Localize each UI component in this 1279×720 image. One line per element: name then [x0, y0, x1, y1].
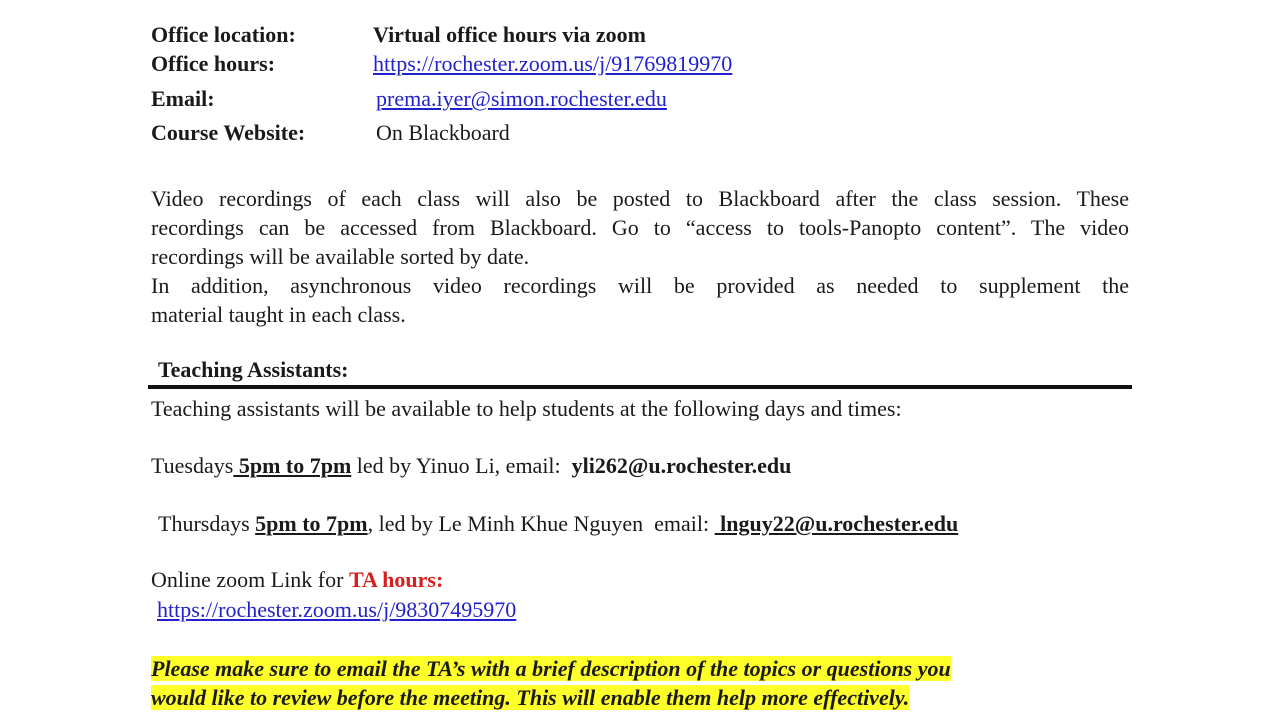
ta-heading: Teaching Assistants: [158, 357, 349, 382]
thursday-day: Thursdays [158, 511, 256, 536]
thursday-email: lnguy22@u.rochester.edu [714, 511, 959, 536]
recordings-line-1: Video recordings of each class will also be posted to Blackboard after the class session. These [151, 186, 1129, 211]
online-zoom-line [151, 567, 443, 593]
recordings-line-4: In addition, asynchronous video recordings will be provided as needed to supplement the [151, 273, 1129, 298]
online-zoom-prefix: Online zoom Link for [151, 567, 349, 592]
tuesday-email: yli262@u.rochester.edu [571, 453, 792, 478]
ta-note-text-2: would like to review before the meeting. This will enable them help more effectively. [151, 685, 910, 710]
thursday-led-by: , led by Le Minh Khue Nguyen email: [367, 511, 715, 536]
recordings-line-3: recordings will be available sorted by date. [151, 244, 530, 269]
recordings-line-2: recordings can be accessed from Blackboard. Go to “access to tools-Panopto content”. The video [151, 215, 1129, 240]
email-link[interactable]: prema.iyer@simon.rochester.edu [376, 86, 667, 111]
tuesday-led-by: led by Yinuo Li, email: [351, 453, 572, 478]
course-website-value: On Blackboard [376, 120, 510, 145]
tuesday-time: 5pm to 7pm [233, 453, 352, 478]
recordings-line-5: material taught in each class. [151, 302, 406, 327]
ta-intro: Teaching assistants will be available to help students at the following days and times: [151, 396, 902, 421]
thursday-time: 5pm to 7pm [255, 511, 368, 536]
thursday-line [158, 511, 958, 537]
ta-note-line-1 [151, 654, 951, 683]
email-label: Email: [151, 86, 215, 111]
ta-note-text-1: Please make sure to email the TA’s with a brief description of the topics or questions you [151, 656, 951, 681]
tuesday-line [151, 453, 791, 479]
office-location-value: Virtual office hours via zoom [373, 22, 646, 47]
heading-divider [148, 385, 1132, 389]
ta-note-line-2 [151, 683, 909, 712]
ta-zoom-link[interactable]: https://rochester.zoom.us/j/98307495970 [157, 597, 517, 622]
tuesday-day: Tuesdays [151, 453, 234, 478]
office-location-label: Office location: [151, 22, 296, 47]
office-hours-link[interactable]: https://rochester.zoom.us/j/91769819970 [373, 51, 733, 76]
course-website-label: Course Website: [151, 120, 306, 145]
ta-hours-label: TA hours: [348, 567, 444, 592]
office-hours-label: Office hours: [151, 51, 276, 76]
